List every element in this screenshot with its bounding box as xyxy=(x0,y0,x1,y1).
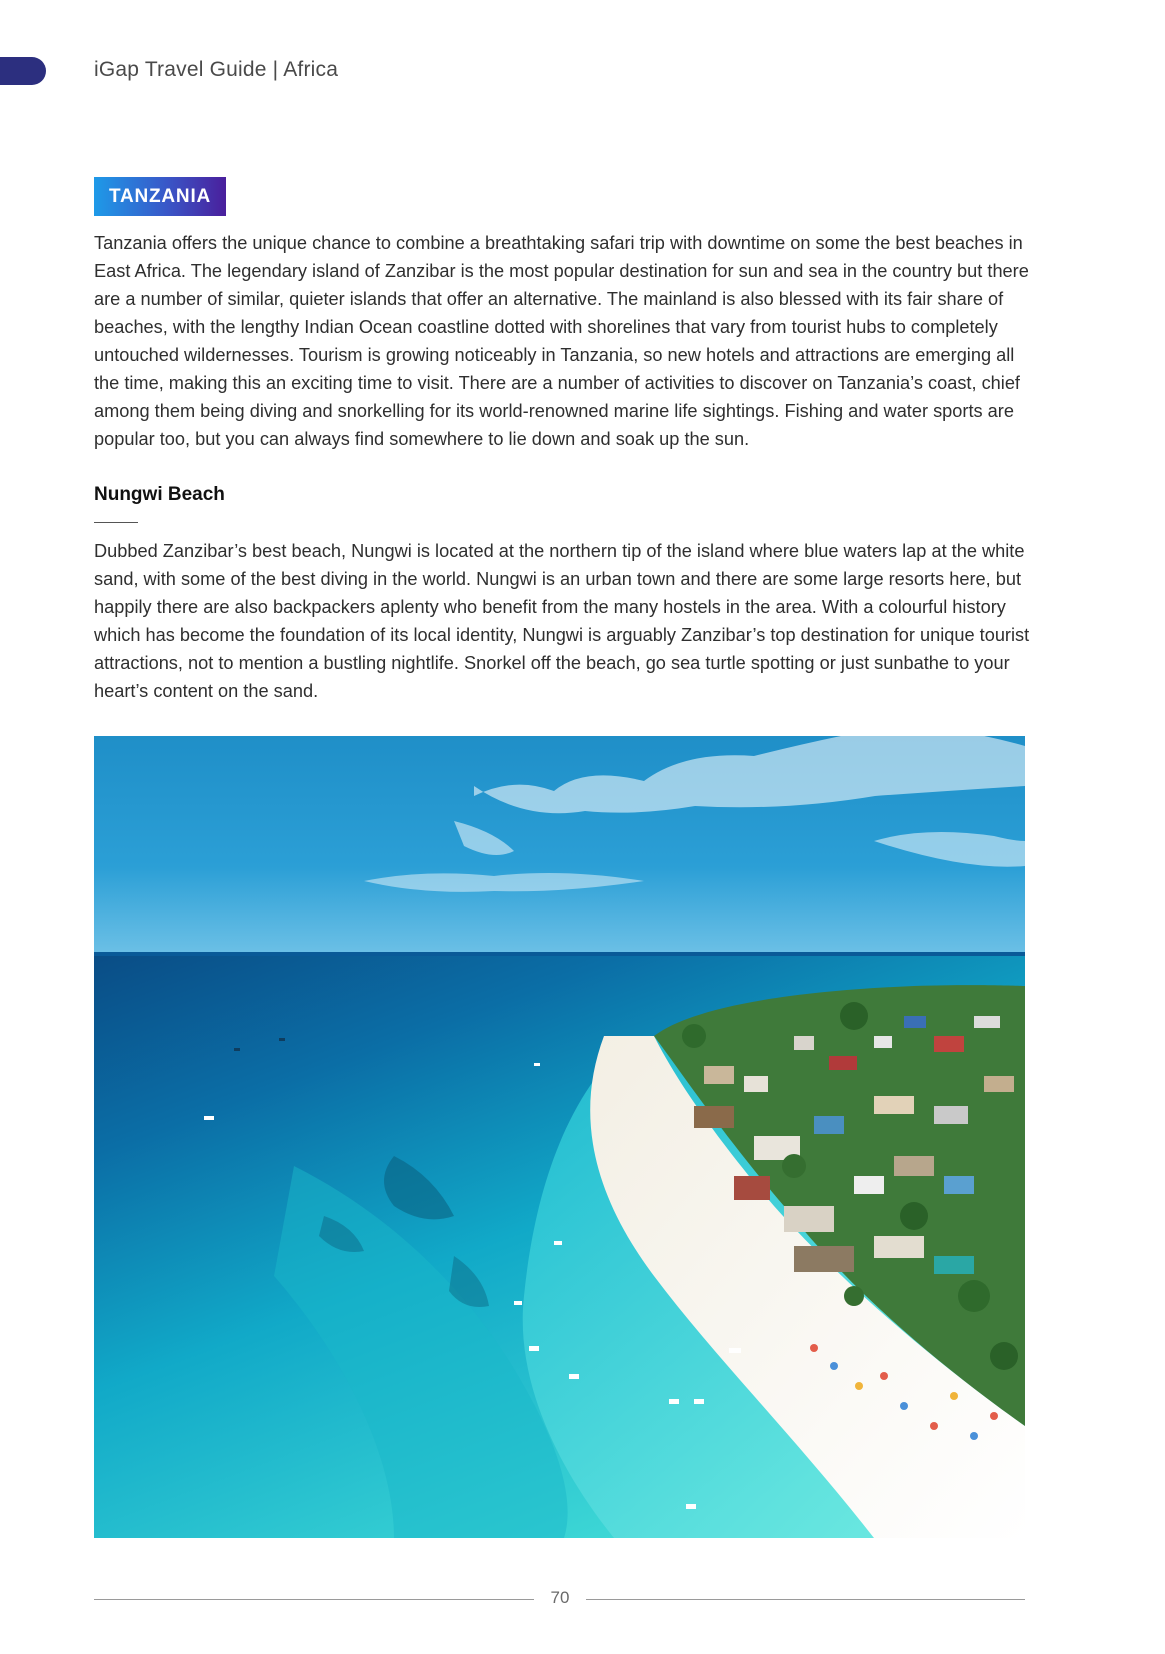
corner-tab xyxy=(0,57,46,85)
page-number: 70 xyxy=(550,1588,570,1607)
heading-underline xyxy=(94,522,138,523)
beach-description: Dubbed Zanzibar’s best beach, Nungwi is located at the northern tip of the island where blue waters lap at the white sand, with some of the best diving in the world. Nungwi is an urban town and there are some large resorts here, but happily there are also backpackers aplenty who benefit from the many hostels in the area. With a colourful history which has become the foundation of its local identity, Nungwi is arguably Zanzibar’s top destination for unique tourist attractions, not to mention a bustling nightlife. Snorkel off the beach, go sea turtle spotting or just sunbathe to your heart’s content on the sand. xyxy=(94,541,1030,701)
section-badge: TANZANIA xyxy=(94,177,226,216)
header-title: iGap Travel Guide | Africa xyxy=(94,58,339,81)
footer-rule-right xyxy=(586,1599,1025,1600)
beach-heading: Nungwi Beach xyxy=(94,484,225,505)
intro-paragraph: Tanzania offers the unique chance to combine a breathtaking safari trip with downtime on some the best beaches in East Africa. The legendary island of Zanzibar is the most popular destination for sun and sea in the country but there are a number of similar, quieter islands that offer an alternative. The mainland is also blessed with its fair share of beaches, with the lengthy Indian Ocean coastline dotted with shorelines that vary from tourist hubs to completely untouched wildernesses. Tourism is growing noticeably in Tanzania, so new hotels and attractions are emerging all the time, making this an exciting time to visit. There are a number of activities to discover on Tanzania’s coast, chief among them being diving and snorkelling for its world-renowned marine life sightings. Fishing and water sports are popular too, but you can always find somewhere to lie down and soak up the sun. xyxy=(94,233,1029,449)
beach-aerial-photo xyxy=(94,736,1025,1538)
footer-rule-left xyxy=(94,1599,534,1600)
